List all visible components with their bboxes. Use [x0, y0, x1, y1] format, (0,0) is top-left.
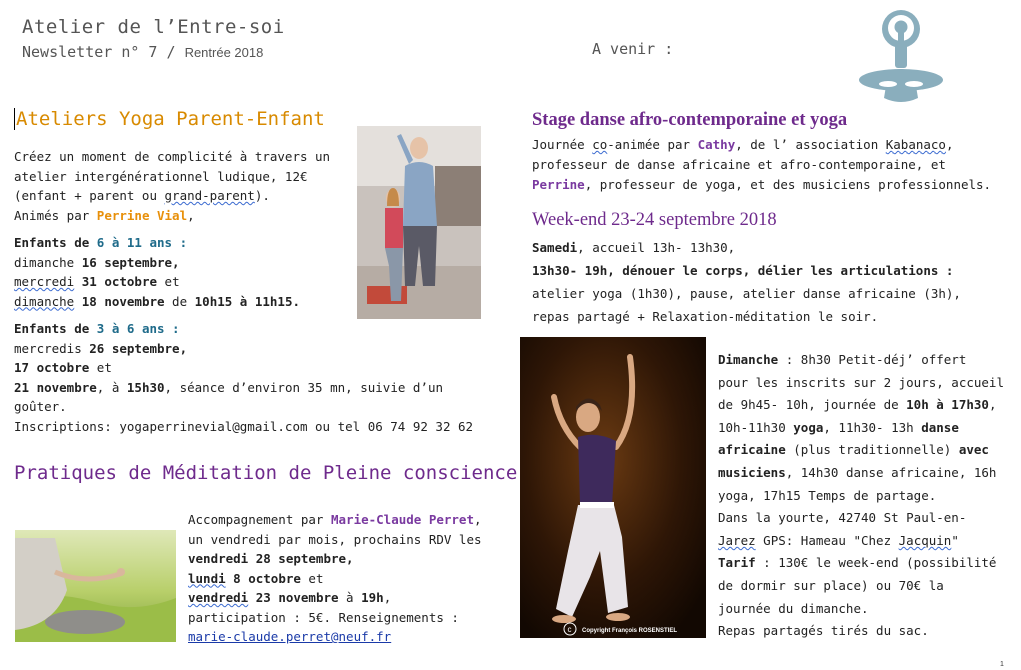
date-line — [14, 358, 473, 378]
text: et — [300, 570, 324, 586]
price-label: Tarif — [718, 555, 756, 571]
stage-intro — [532, 135, 991, 195]
teacher-name: Perrine Vial — [96, 207, 188, 223]
page-number: 1 — [1000, 661, 1004, 668]
date: 21 novembre — [14, 379, 97, 395]
newsletter-title: Atelier de l’Entre-soi — [22, 16, 285, 38]
age-group-3-6 — [14, 319, 473, 339]
text: : 8h30 Petit-déj’ offert — [778, 352, 967, 367]
text: , — [945, 137, 954, 152]
med-line: participation : 5€. Renseignements : — [188, 609, 459, 625]
parent-child-yoga-photo — [357, 126, 481, 319]
text: mercredis — [14, 340, 90, 356]
text: Jacquin — [898, 532, 952, 548]
sat-line — [532, 236, 961, 259]
time: 15h30 — [126, 379, 165, 395]
text: , professeur de yoga, et des musiciens professionnels. — [584, 177, 992, 192]
sun-line — [718, 439, 1004, 462]
text: dimanche — [14, 254, 82, 270]
text: " — [951, 532, 959, 548]
stage-line — [532, 135, 991, 155]
stage-line — [532, 175, 991, 195]
age-range: 6 à 11 ans : — [96, 235, 188, 250]
yoga-section-title: Ateliers Yoga Parent-Enfant — [16, 108, 325, 130]
sun-line: journée du dimanche. — [718, 600, 869, 616]
text: et — [157, 274, 180, 289]
sat-line: repas partagé + Relaxation-méditation le soir. — [532, 309, 879, 324]
text: lundi — [188, 570, 226, 586]
date: 16 septembre, — [81, 254, 180, 270]
text: , 14h30 danse africaine, 16h — [785, 464, 997, 480]
text: yoga — [793, 419, 824, 435]
text: Enfants de — [14, 235, 97, 250]
day-label: Dimanche — [718, 352, 779, 367]
text: (plus traditionnelle) — [785, 442, 959, 458]
meditation-section-title: Pratiques de Méditation de Pleine conscience — [14, 462, 518, 484]
text: de 9h45- 10h, journée de — [718, 397, 907, 413]
time: 10h15 à 11h15. — [194, 293, 300, 309]
sun-line — [718, 349, 1004, 372]
text: danse — [921, 419, 959, 435]
sat-line: 13h30- 19h, dénouer le corps, délier les articulations : — [532, 263, 954, 278]
meditation-photo — [15, 530, 176, 642]
text: GPS: Hameau "Chez — [755, 532, 899, 548]
text: de — [164, 293, 195, 309]
stage-line: professeur de danse africaine et afro-contemporaine, et — [532, 157, 946, 172]
med-line — [188, 510, 482, 530]
med-date: vendredi 28 septembre, — [188, 551, 354, 566]
weekend-heading: Week-end 23-24 septembre 2018 — [532, 210, 777, 230]
med-date — [188, 569, 482, 589]
text: grand-parent — [164, 188, 255, 203]
text: , — [383, 590, 392, 605]
text: co — [592, 137, 608, 152]
text: mercredi — [14, 274, 75, 289]
day-label: Samedi — [532, 240, 578, 255]
text: Animés par — [14, 207, 97, 223]
teacher-name: Marie-Claude Perret — [331, 512, 474, 527]
teacher-name: Cathy — [697, 137, 736, 152]
date: 17 octobre — [14, 360, 90, 375]
text: ). — [254, 188, 270, 203]
association-name: Kabanaco — [885, 137, 946, 152]
text: à — [338, 590, 362, 605]
date-line — [14, 339, 473, 359]
text: , séance d’environ 35 mn, suivie d’un — [164, 379, 443, 395]
text: , — [988, 397, 997, 413]
text: , à — [96, 379, 127, 395]
text: africaine — [718, 442, 786, 458]
text: Journée — [532, 137, 593, 152]
text: et — [89, 360, 112, 375]
sun-line — [718, 417, 1004, 440]
sun-line — [718, 530, 1004, 553]
yoga-inscriptions: Inscriptions: yogaperrinevial@gmail.com ou tel 06 74 92 32 62 — [14, 418, 474, 434]
newsletter-subtitle — [22, 43, 263, 61]
text: vendredi — [188, 590, 249, 605]
yoga-line: Créez un moment de complicité à travers un — [14, 149, 331, 164]
sunday-program — [718, 349, 1004, 643]
subtitle-main: Newsletter n° 7 / — [22, 43, 185, 61]
date: 26 septembre, — [89, 340, 188, 356]
sun-line — [718, 394, 1004, 417]
teacher-name: Perrine — [532, 177, 585, 192]
date-line — [14, 378, 473, 398]
text: dimanche — [14, 293, 75, 309]
age-range: 3 à 6 ans : — [96, 321, 180, 336]
text: avec — [958, 442, 989, 458]
med-line: un vendredi par mois, prochains RDV les — [188, 531, 482, 547]
stage-section-title: Stage danse afro-contemporaine et yoga — [532, 110, 848, 130]
date: 8 octobre — [225, 570, 301, 586]
email-link[interactable]: marie-claude.perret@neuf.fr — [188, 629, 392, 644]
meditation-section-body — [188, 510, 482, 647]
med-date — [188, 588, 482, 608]
yoga-line: atelier intergénérationnel ludique, 12€ — [14, 168, 308, 184]
photo-copyright: Copyright François ROSENSTIEL — [582, 628, 678, 634]
text: , 11h30- 13h — [823, 419, 922, 435]
saturday-program — [532, 236, 961, 328]
sun-line: Repas partagés tirés du sac. — [718, 623, 929, 639]
sun-line: yoga, 17h15 Temps de partage. — [718, 487, 937, 503]
date-line: goûter. — [14, 399, 67, 414]
time: 19h — [361, 590, 384, 605]
sun-line — [718, 552, 1004, 575]
text: , accueil 13h- 13h30, — [577, 240, 736, 255]
sun-line: de dormir sur place) ou 70€ la — [718, 577, 944, 593]
date: 23 novembre — [248, 590, 339, 605]
text: , — [474, 512, 482, 527]
sat-line: atelier yoga (1h30), pause, atelier danse africaine (3h), — [532, 286, 961, 301]
text: (enfant + parent ou — [14, 188, 165, 203]
svg-text:c: c — [567, 625, 572, 634]
sun-line — [718, 462, 1004, 485]
text: -animée par — [607, 137, 698, 152]
date: 31 octobre — [74, 274, 158, 289]
dancer-photo — [520, 337, 706, 638]
sun-line: pour les inscrits sur 2 jours, accueil — [718, 374, 1004, 390]
upcoming-heading: A venir : — [592, 40, 674, 58]
sun-line: Dans la yourte, 42740 St Paul-en- — [718, 510, 967, 526]
text: : 130€ le week-end (possibilité — [755, 555, 997, 571]
text: Accompagnement par — [188, 512, 331, 527]
time: 10h à 17h30 — [906, 397, 989, 413]
date: 18 novembre — [74, 293, 165, 309]
meditating-figure-icon — [858, 2, 944, 106]
text: 10h-11h30 — [718, 419, 794, 435]
text: , — [187, 207, 195, 223]
text: Jarez — [718, 532, 756, 548]
text: , de l’ association — [735, 137, 886, 152]
text: musiciens — [718, 464, 786, 480]
text: Enfants de — [14, 321, 97, 336]
subtitle-edition: Rentrée 2018 — [184, 45, 264, 60]
